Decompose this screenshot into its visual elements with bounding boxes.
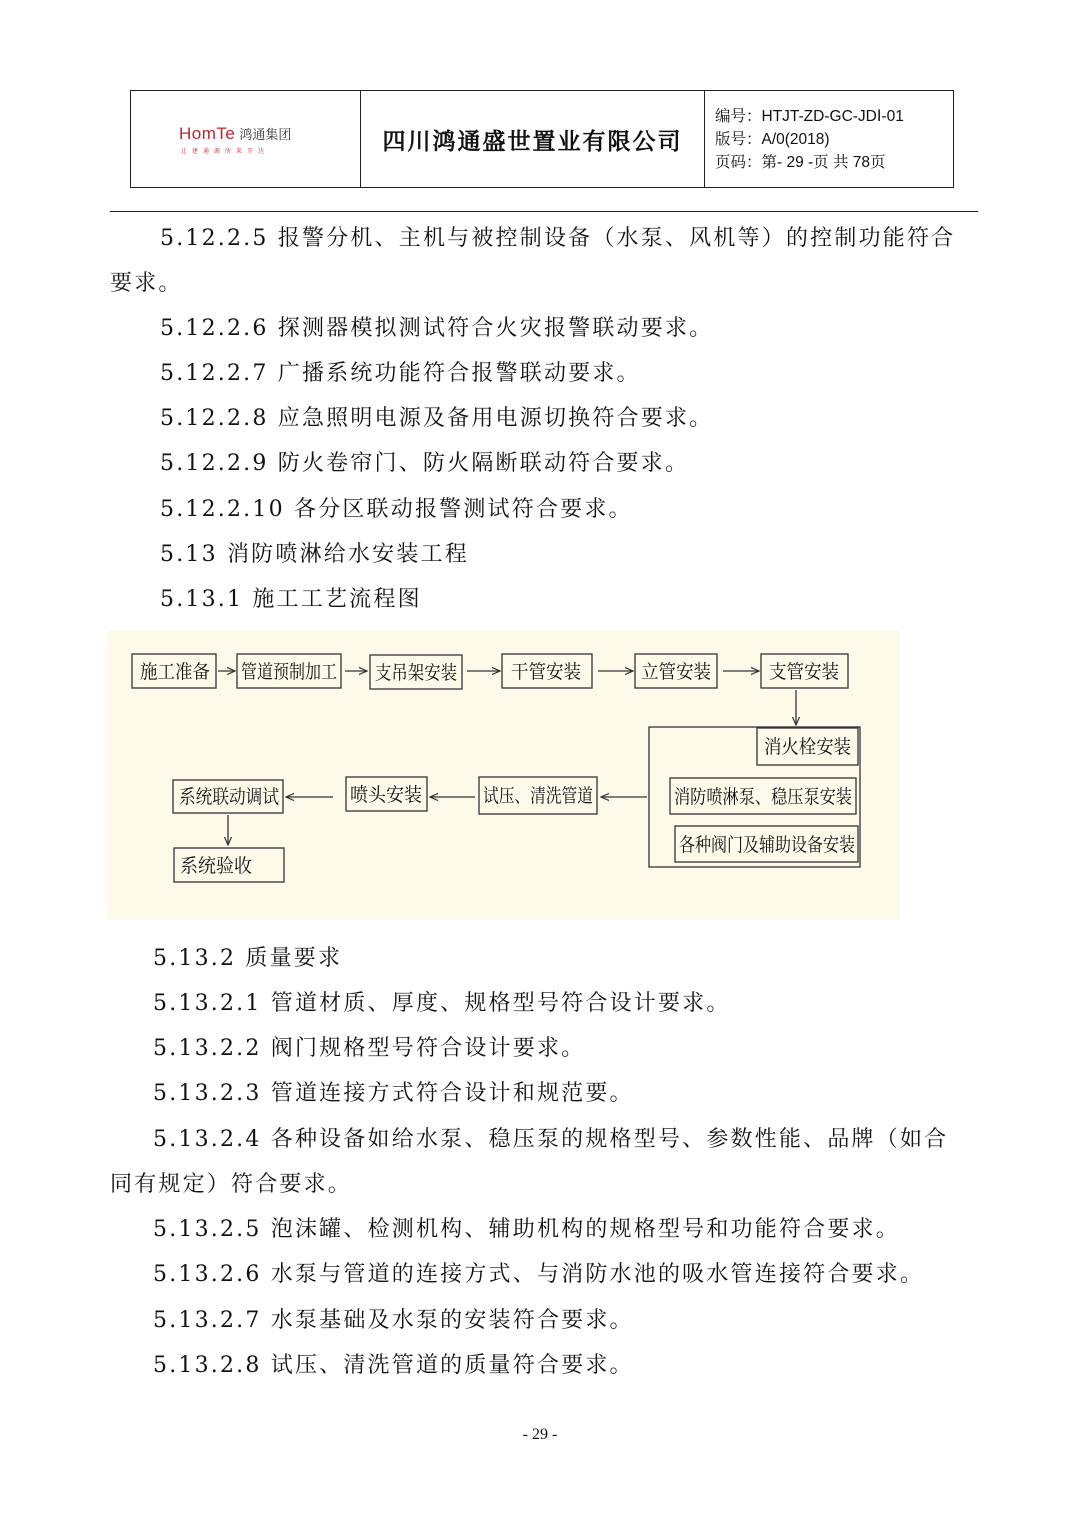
section-5-13-2-heading: 5.13.2 质量要求	[153, 946, 343, 971]
label-pumps: 消防喷淋泵、稳压泵安装	[674, 786, 852, 808]
header-table	[130, 90, 954, 188]
page-info: 页码：第- 29 -页 共 78页	[715, 154, 886, 171]
para-5-13-2-4-cont: 同有规定）符合要求。	[110, 1172, 353, 1197]
para-5-12-2-5-cont: 要求。	[110, 271, 183, 296]
label-pipe-prefab: 管道预制加工	[241, 661, 337, 683]
document-number: 编号：HTJT-ZD-GC-JDⅠ-01	[715, 108, 904, 125]
label-linkage-debug: 系统联动调试	[179, 786, 279, 808]
label-riser-pipe: 立管安装	[641, 661, 711, 683]
label-pressure-test: 试压、清洗管道	[483, 785, 593, 807]
para-5-12-2-9: 5.12.2.9 防火卷帘门、防火隔断联动符合要求。	[160, 451, 690, 476]
para-5-13-2-2: 5.13.2.2 阀门规格型号符合设计要求。	[153, 1036, 586, 1061]
label-hydrant: 消火栓安装	[764, 736, 851, 758]
document-version: 版号：A/0(2018)	[715, 131, 830, 148]
company-name: 四川鸿通盛世置业有限公司	[361, 91, 705, 187]
logo-wordmark: HomTe	[179, 124, 236, 143]
logo-cell	[131, 91, 361, 187]
process-flowchart	[107, 630, 900, 920]
label-branch-pipe: 支管安装	[769, 661, 839, 683]
company-logo	[179, 124, 291, 155]
para-5-12-2-5: 5.12.2.5 报警分机、主机与被控制设备（水泵、风机等）的控制功能符合	[160, 226, 956, 251]
para-5-12-2-8: 5.12.2.8 应急照明电源及备用电源切换符合要求。	[160, 406, 714, 431]
logo-chinese-name: 鸿通集团	[239, 128, 292, 143]
section-5-13-1-heading: 5.13.1 施工工艺流程图	[160, 587, 422, 612]
para-5-13-2-4: 5.13.2.4 各种设备如给水泵、稳压泵的规格型号、参数性能、品牌（如合	[153, 1127, 949, 1152]
para-5-13-2-8: 5.13.2.8 试压、清洗管道的质量符合要求。	[153, 1353, 634, 1378]
para-5-13-2-3: 5.13.2.3 管道连接方式符合设计和规范要。	[153, 1081, 634, 1106]
page-number: - 29 -	[522, 1426, 558, 1443]
flowchart-svg	[107, 630, 900, 920]
para-5-12-2-7: 5.12.2.7 广播系统功能符合报警联动要求。	[160, 361, 641, 386]
para-5-13-2-5: 5.13.2.5 泡沫罐、检测机构、辅助机构的规格型号和功能符合要求。	[153, 1217, 900, 1242]
para-5-13-2-7: 5.13.2.7 水泵基础及水泵的安装符合要求。	[153, 1308, 634, 1333]
logo-slogan: 让建通源所来开达	[181, 148, 270, 155]
label-main-pipe: 干管安装	[511, 661, 581, 683]
para-5-13-2-1: 5.13.2.1 管道材质、厚度、规格型号符合设计要求。	[153, 991, 731, 1016]
header-rule	[110, 211, 978, 212]
section-5-13-heading: 5.13 消防喷淋给水安装工程	[160, 542, 469, 567]
para-5-12-2-6: 5.12.2.6 探测器模拟测试符合火灾报警联动要求。	[160, 316, 714, 341]
label-hanger-install: 支吊架安装	[375, 662, 457, 684]
document-info	[705, 91, 953, 187]
label-valves: 各种阀门及辅助设备安装	[679, 834, 855, 856]
para-5-12-2-10: 5.12.2.10 各分区联动报警测试符合要求。	[160, 497, 633, 522]
label-acceptance: 系统验收	[180, 855, 252, 877]
label-construction-prep: 施工准备	[140, 661, 210, 683]
para-5-13-2-6: 5.13.2.6 水泵与管道的连接方式、与消防水池的吸水管连接符合要求。	[153, 1262, 925, 1287]
label-sprinkler-head: 喷头安装	[350, 784, 422, 806]
